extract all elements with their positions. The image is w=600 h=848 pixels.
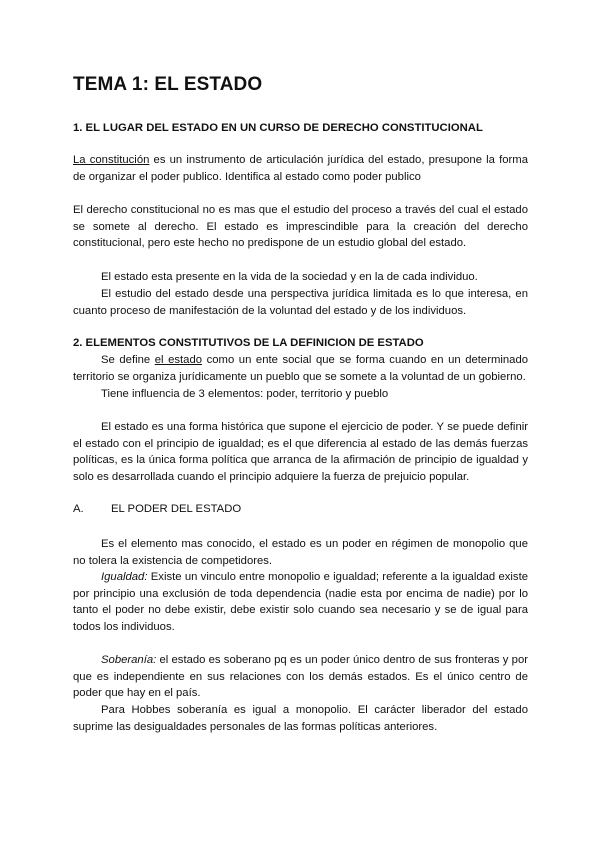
paragraph-text: Tiene influencia de 3 elementos: poder, territorio y pueblo (101, 388, 389, 400)
paragraph-text: el estado es soberano pq es un poder único dentro de sus fronteras y por que es independiente en sus relaciones con los demás estados. Es el único centro de poder que hay en el país. (73, 654, 528, 700)
section-a-label: A. (73, 503, 84, 515)
term-igualdad: Igualdad: (101, 571, 148, 583)
paragraph-text: Para Hobbes soberanía es igual a monopolio. El carácter liberador del estado suprime las desigualdades personales de las formas políticas anteriores. (73, 704, 528, 733)
section-a-heading (73, 503, 241, 515)
paragraph-text: El estudio del estado desde una perspectiva jurídica limitada es lo que interesa, en cuanto proceso de manifestación de la voluntad del estado y de los individuos. (73, 288, 528, 317)
paragraph-text: El derecho constitucional no es mas que el estudio del proceso a través del cual el estado se somete al derecho. El estado es imprescindible para la creación del derecho constitucional, pero este hecho no predispone de un estudio global del estado. (73, 204, 528, 250)
paragraph-text: Se define (101, 354, 155, 366)
section-2-paragraph-3 (73, 419, 528, 486)
section-1-paragraph-2 (73, 202, 528, 252)
section-a-paragraph-1 (73, 536, 528, 569)
term-constitucion: La constitución (73, 154, 150, 166)
paragraph-text: es un instrumento de articulación jurídica del estado, presupone la forma de organizar el poder publico. Identifica al estado como poder publico (73, 154, 528, 183)
section-a-paragraph-2 (73, 569, 528, 636)
section-1-paragraph-4 (73, 286, 528, 319)
paragraph-text: como un ente social que se forma cuando en un determinado territorio se organiza jurídicamente un pueblo que se somete a la voluntad de un gobierno. (73, 354, 529, 383)
section-a-paragraph-3 (73, 652, 528, 702)
term-el-estado: el estado (154, 354, 203, 366)
section-1-paragraph-3 (73, 269, 528, 286)
section-a-paragraph-4 (73, 702, 528, 735)
section-2-paragraph-2 (73, 386, 528, 403)
section-2-heading: 2. ELEMENTOS CONSTITUTIVOS DE LA DEFINICION DE ESTADO (73, 337, 424, 349)
section-1-heading: 1. EL LUGAR DEL ESTADO EN UN CURSO DE DERECHO CONSTITUCIONAL (73, 122, 483, 134)
page-title: TEMA 1: EL ESTADO (73, 74, 263, 95)
section-2-paragraph-1 (73, 352, 528, 385)
term-soberania: Soberanía: (101, 654, 157, 666)
section-1-paragraph-1 (73, 152, 528, 185)
paragraph-text: Es el elemento mas conocido, el estado es un poder en régimen de monopolio que no tolera la existencia de competidores. (73, 538, 528, 567)
paragraph-text: El estado esta presente en la vida de la sociedad y en la de cada individuo. (101, 271, 478, 283)
section-a-title: EL PODER DEL ESTADO (111, 503, 242, 515)
paragraph-text: Existe un vinculo entre monopolio e igualdad; referente a la igualdad existe por principio una exclusión de toda dependencia (nadie esta por encima de nadie) por lo tanto el poder no debe existir, debe existir solo cuando sea necesario y se de igual para todos los individuos. (73, 571, 528, 634)
paragraph-text: El estado es una forma histórica que supone el ejercicio de poder. Y se puede definir el estado con el principio de igualdad; es el que diferencia al estado de las demás fuerzas políticas, es la única forma política que arranca de la afirmación de principio de igualdad y solo es desarrollada cuando el principio adquiere la fuerza de prejuicio popular. (73, 421, 528, 484)
